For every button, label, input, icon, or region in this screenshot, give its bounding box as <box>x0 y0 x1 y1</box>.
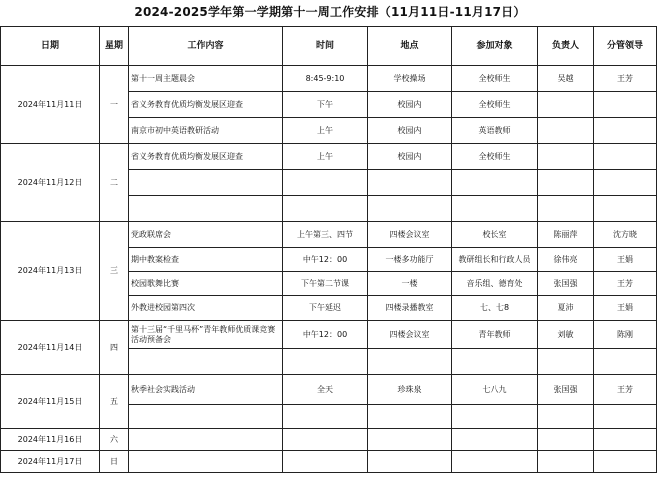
owner-cell: 刘敏 <box>538 321 594 349</box>
attendees-cell <box>452 451 538 473</box>
header-time: 时间 <box>283 27 368 66</box>
content-cell <box>129 429 283 451</box>
table-row <box>1 66 657 92</box>
place-cell: 校园内 <box>368 144 452 170</box>
leader-cell: 王娟 <box>594 248 657 272</box>
owner-cell <box>538 144 594 170</box>
content-cell: 期中教案检查 <box>129 248 283 272</box>
time-cell <box>283 349 368 375</box>
place-cell <box>368 429 452 451</box>
leader-cell <box>594 349 657 375</box>
leader-cell <box>594 144 657 170</box>
date-cell: 2024年11月14日 <box>1 321 100 375</box>
leader-cell: 王芳 <box>594 272 657 296</box>
attendees-cell <box>452 429 538 451</box>
place-cell <box>368 405 452 429</box>
content-cell: 第十一周主题晨会 <box>129 66 283 92</box>
schedule-table <box>0 26 657 473</box>
attendees-cell: 校长室 <box>452 222 538 248</box>
schedule-body <box>1 66 657 473</box>
time-cell <box>283 429 368 451</box>
date-cell: 2024年11月16日 <box>1 429 100 451</box>
header-weekday: 星期 <box>100 27 129 66</box>
leader-cell: 王娟 <box>594 296 657 321</box>
place-cell: 四楼会议室 <box>368 321 452 349</box>
leader-cell <box>594 118 657 144</box>
place-cell: 四楼录播教室 <box>368 296 452 321</box>
weekday-cell: 五 <box>100 375 129 429</box>
content-cell: 省义务教育优质均衡发展区迎查 <box>129 92 283 118</box>
weekday-cell: 四 <box>100 321 129 375</box>
table-row <box>1 222 657 248</box>
content-cell: 党政联席会 <box>129 222 283 248</box>
header-date: 日期 <box>1 27 100 66</box>
place-cell: 校园内 <box>368 118 452 144</box>
leader-cell <box>594 451 657 473</box>
content-cell <box>129 170 283 196</box>
place-cell <box>368 170 452 196</box>
place-cell: 校园内 <box>368 92 452 118</box>
attendees-cell <box>452 196 538 222</box>
table-row <box>1 451 657 473</box>
header-place: 地点 <box>368 27 452 66</box>
content-cell: 外教进校园第四次 <box>129 296 283 321</box>
content-cell: 南京市初中英语教研活动 <box>129 118 283 144</box>
place-cell: 一楼多功能厅 <box>368 248 452 272</box>
owner-cell <box>538 429 594 451</box>
date-cell: 2024年11月15日 <box>1 375 100 429</box>
attendees-cell: 七、七8 <box>452 296 538 321</box>
time-cell: 中午12：00 <box>283 321 368 349</box>
date-cell: 2024年11月17日 <box>1 451 100 473</box>
table-row <box>1 429 657 451</box>
weekday-cell: 日 <box>100 451 129 473</box>
weekday-cell: 三 <box>100 222 129 321</box>
leader-cell <box>594 405 657 429</box>
owner-cell: 夏沛 <box>538 296 594 321</box>
attendees-cell <box>452 170 538 196</box>
owner-cell: 吴越 <box>538 66 594 92</box>
time-cell: 8:45-9:10 <box>283 66 368 92</box>
owner-cell <box>538 92 594 118</box>
place-cell <box>368 349 452 375</box>
time-cell <box>283 451 368 473</box>
leader-cell <box>594 170 657 196</box>
attendees-cell <box>452 349 538 375</box>
content-cell <box>129 349 283 375</box>
owner-cell <box>538 451 594 473</box>
time-cell <box>283 170 368 196</box>
attendees-cell: 青年教师 <box>452 321 538 349</box>
leader-cell: 沈方晓 <box>594 222 657 248</box>
attendees-cell <box>452 405 538 429</box>
owner-cell <box>538 196 594 222</box>
time-cell: 全天 <box>283 375 368 405</box>
attendees-cell: 全校师生 <box>452 144 538 170</box>
place-cell <box>368 196 452 222</box>
attendees-cell: 英语教师 <box>452 118 538 144</box>
time-cell: 下午第二节课 <box>283 272 368 296</box>
leader-cell: 陈刚 <box>594 321 657 349</box>
leader-cell <box>594 196 657 222</box>
header-leader: 分管领导 <box>594 27 657 66</box>
table-row <box>1 321 657 349</box>
leader-cell <box>594 92 657 118</box>
time-cell: 上午 <box>283 144 368 170</box>
time-cell <box>283 405 368 429</box>
attendees-cell: 教研组长和行政人员 <box>452 248 538 272</box>
table-row <box>1 375 657 405</box>
content-cell: 秋季社会实践活动 <box>129 375 283 405</box>
header-owner: 负责人 <box>538 27 594 66</box>
place-cell: 珍珠泉 <box>368 375 452 405</box>
place-cell <box>368 451 452 473</box>
owner-cell: 张国强 <box>538 272 594 296</box>
place-cell: 四楼会议室 <box>368 222 452 248</box>
owner-cell <box>538 405 594 429</box>
attendees-cell: 音乐组、德育处 <box>452 272 538 296</box>
content-cell: 校园歌舞比赛 <box>129 272 283 296</box>
content-cell <box>129 405 283 429</box>
time-cell: 下午延迟 <box>283 296 368 321</box>
owner-cell <box>538 118 594 144</box>
content-cell <box>129 196 283 222</box>
attendees-cell: 全校师生 <box>452 66 538 92</box>
place-cell: 一楼 <box>368 272 452 296</box>
date-cell: 2024年11月13日 <box>1 222 100 321</box>
attendees-cell: 七八九 <box>452 375 538 405</box>
owner-cell <box>538 170 594 196</box>
content-cell: 第十三届“千里马杯”青年教师优质课竞赛活动预备会 <box>129 321 283 349</box>
owner-cell <box>538 349 594 375</box>
time-cell <box>283 196 368 222</box>
time-cell: 上午 <box>283 118 368 144</box>
page-title: 2024-2025学年第一学期第十一周工作安排（11月11日-11月17日） <box>134 5 526 19</box>
owner-cell: 徐伟亮 <box>538 248 594 272</box>
content-cell <box>129 451 283 473</box>
date-cell: 2024年11月12日 <box>1 144 100 222</box>
attendees-cell: 全校师生 <box>452 92 538 118</box>
leader-cell <box>594 429 657 451</box>
weekday-cell: 六 <box>100 429 129 451</box>
owner-cell: 陈丽萍 <box>538 222 594 248</box>
leader-cell: 王芳 <box>594 66 657 92</box>
time-cell: 下午 <box>283 92 368 118</box>
owner-cell: 张国强 <box>538 375 594 405</box>
header-content: 工作内容 <box>129 27 283 66</box>
date-cell: 2024年11月11日 <box>1 66 100 144</box>
content-cell: 省义务教育优质均衡发展区迎查 <box>129 144 283 170</box>
time-cell: 上午第三、四节 <box>283 222 368 248</box>
header-attendees: 参加对象 <box>452 27 538 66</box>
weekday-cell: 二 <box>100 144 129 222</box>
header-row <box>1 27 657 66</box>
place-cell: 学校操场 <box>368 66 452 92</box>
weekday-cell: 一 <box>100 66 129 144</box>
time-cell: 中午12：00 <box>283 248 368 272</box>
table-row <box>1 144 657 170</box>
leader-cell: 王芳 <box>594 375 657 405</box>
